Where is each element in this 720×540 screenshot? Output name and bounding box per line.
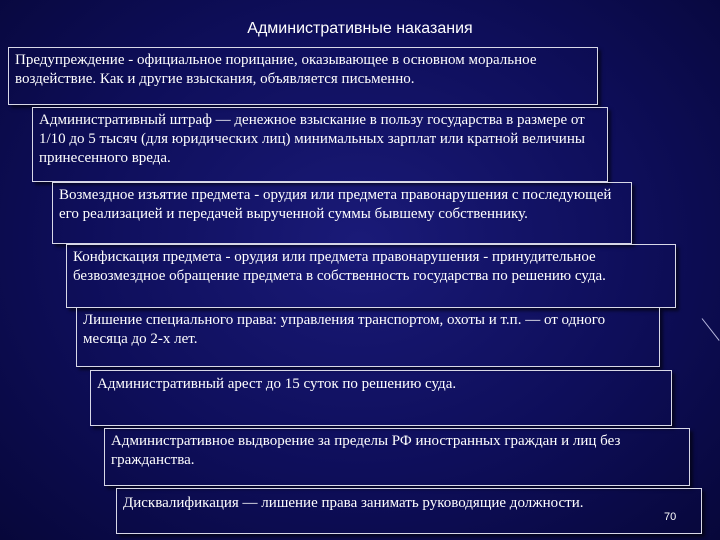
punishment-expulsion: Административное выдворение за пределы РФ иностранных граждан и лиц без гражданства. <box>104 428 690 486</box>
punishment-warning: Предупреждение - официальное порицание, оказывающее в основном моральное воздействие. Как и другие взыскания, объявляется письменно. <box>8 47 598 105</box>
punishment-fine: Административный штраф — денежное взыскание в пользу государства в размере от 1/10 до 5 тысяч (для юридических лиц) минимальных зарплат или кратной величины принесенного вреда. <box>32 107 608 182</box>
slide-title: Административные наказания <box>247 20 473 37</box>
page-number: 70 <box>664 511 677 523</box>
punishment-disqualification: Дисквалификация — лишение права занимать руководящие должности. <box>116 488 702 534</box>
punishment-special-right-deprivation: Лишение специального права: управления транспортом, охоты и т.п. — от одного месяца до 2-х лет. <box>76 307 660 367</box>
punishment-paid-seizure: Возмездное изъятие предмета - орудия или предмета правонарушения с последующей его реализацией и передачей вырученной суммы бывшему собственнику. <box>52 182 632 244</box>
punishment-arrest: Административный арест до 15 суток по решению суда. <box>90 370 672 426</box>
decorative-line <box>702 318 720 341</box>
punishment-confiscation: Конфискация предмета - орудия или предмета правонарушения - принудительное безвозмездное обращение предмета в собственность государства по решению суда. <box>66 244 676 308</box>
